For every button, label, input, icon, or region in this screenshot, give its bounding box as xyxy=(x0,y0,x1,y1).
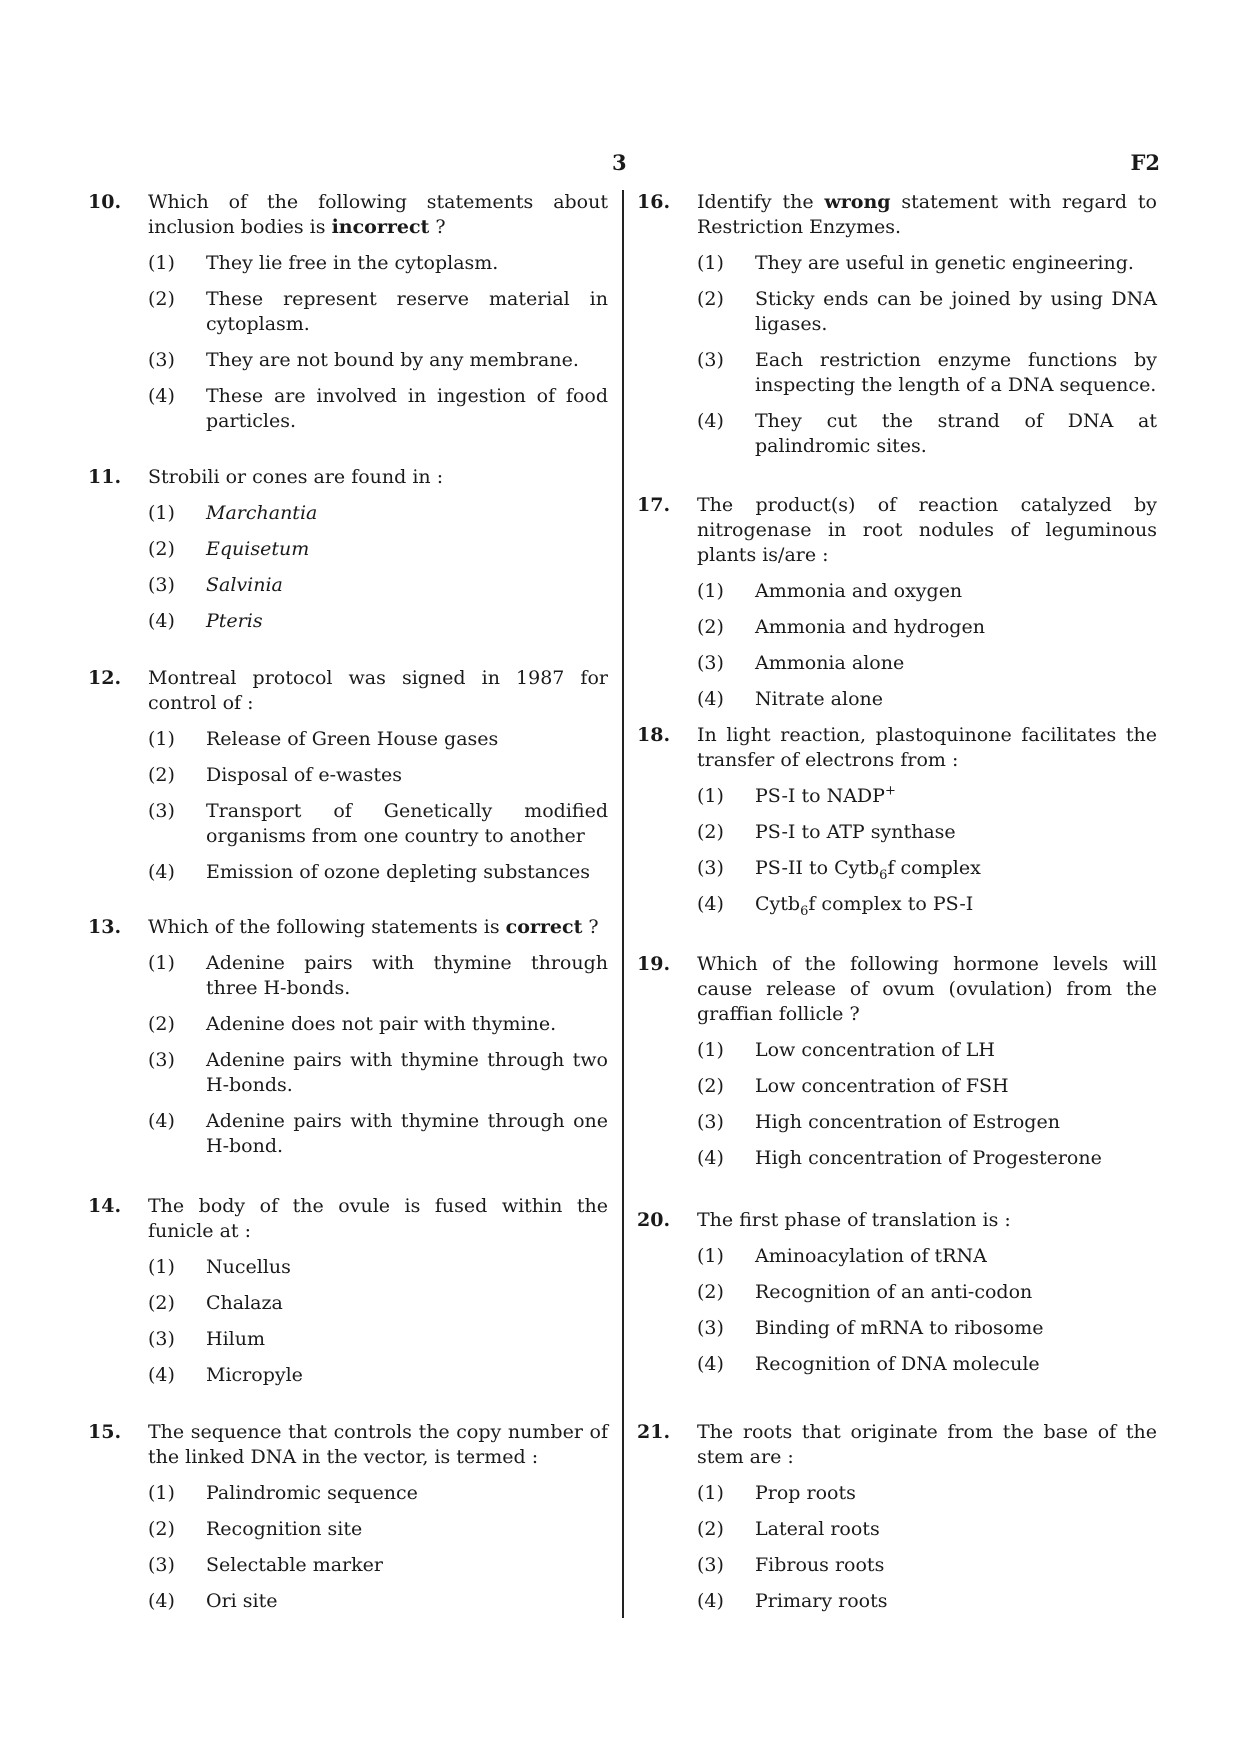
option-3: (3) Binding of mRNA to ribosome xyxy=(697,1317,1044,1339)
option-3: (3) Each restriction enzyme functions by inspecting the length of a DNA sequence. xyxy=(697,349,1157,396)
option-3: (3) Fibrous roots xyxy=(697,1554,885,1576)
option-2: (2) Disposal of e-wastes xyxy=(148,764,403,786)
emphasis: wrong xyxy=(824,191,891,213)
option-1: (1) Release of Green House gases xyxy=(148,728,499,750)
option-3: (3) High concentration of Estrogen xyxy=(697,1111,1060,1133)
column-divider xyxy=(622,190,624,1618)
question-number: 16. xyxy=(637,191,671,213)
question-text: The sequence that controls the copy number of the linked DNA in the vector, is termed : xyxy=(148,1421,608,1468)
page-number: 3 xyxy=(612,150,627,175)
option-3: (3) Adenine pairs with thymine through two H-bonds. xyxy=(148,1049,608,1096)
question-text: Identify the wrong statement with regard to Restriction Enzymes. xyxy=(697,191,1157,238)
question-text: Which of the following hormone levels will cause release of ovum (ovulation) from the graffian follicle ? xyxy=(697,953,1157,1025)
question-number: 12. xyxy=(88,667,122,689)
option-4: (4) Cytb$_6$f complex to PS-I xyxy=(697,893,974,919)
option-3: (3) Selectable marker xyxy=(148,1554,383,1576)
option-2: (2) These represent reserve material in cytoplasm. xyxy=(148,288,608,335)
option-3: (3) They are not bound by any membrane. xyxy=(148,349,579,371)
option-4: (4) Adenine pairs with thymine through one H-bond. xyxy=(148,1110,608,1157)
question-21 xyxy=(637,1420,1157,1614)
question-number: 10. xyxy=(88,191,122,213)
option-2: (2) Ammonia and hydrogen xyxy=(697,616,985,638)
question-text: Which of the following statements about inclusion bodies is incorrect ? xyxy=(148,191,608,238)
option-2: (2) Low concentration of FSH xyxy=(697,1075,1009,1097)
option-2: (2) Recognition of an anti-codon xyxy=(697,1281,1033,1303)
question-17 xyxy=(637,493,1157,712)
question-11 xyxy=(88,465,608,634)
question-number: 11. xyxy=(88,466,122,488)
option-1: (1) Adenine pairs with thymine through three H-bonds. xyxy=(148,952,608,999)
question-text: In light reaction, plastoquinone facilitates the transfer of electrons from : xyxy=(697,724,1157,771)
question-number: 20. xyxy=(637,1209,671,1231)
emphasis: correct xyxy=(505,916,583,938)
option-2: (2) Recognition site xyxy=(148,1518,363,1540)
question-number: 18. xyxy=(637,724,671,746)
option-1: (1) Aminoacylation of tRNA xyxy=(697,1245,987,1267)
option-1: (1) They are useful in genetic engineering. xyxy=(697,252,1134,274)
question-text: Which of the following statements is correct ? xyxy=(148,916,599,938)
option-4: (4) High concentration of Progesterone xyxy=(697,1147,1102,1169)
question-10 xyxy=(88,190,608,434)
question-number: 21. xyxy=(637,1421,671,1443)
option-3: (3) Transport of Genetically modified organisms from one country to another xyxy=(148,800,608,847)
option-1: (1) Prop roots xyxy=(697,1482,856,1504)
option-4: (4) Primary roots xyxy=(697,1590,888,1612)
question-text: The body of the ovule is fused within the funicle at : xyxy=(148,1195,608,1242)
question-18 xyxy=(637,723,1157,917)
option-1: (1) PS-I to NADP+ xyxy=(697,783,896,807)
option-3: (3) Salvinia xyxy=(148,574,283,596)
option-4: (4) These are involved in ingestion of food particles. xyxy=(148,385,608,432)
option-1: (1) Nucellus xyxy=(148,1256,291,1278)
option-4: (4) Pteris xyxy=(148,610,263,632)
question-number: 13. xyxy=(88,916,122,938)
question-text: The roots that originate from the base of the stem are : xyxy=(697,1421,1157,1468)
question-14 xyxy=(88,1194,608,1388)
question-13 xyxy=(88,915,608,1159)
option-4: (4) Emission of ozone depleting substances xyxy=(148,861,590,883)
question-15 xyxy=(88,1420,608,1614)
question-16 xyxy=(637,190,1157,459)
emphasis: incorrect xyxy=(331,216,430,238)
question-12 xyxy=(88,666,608,885)
option-2: (2) PS-I to ATP synthase xyxy=(697,821,956,843)
option-1: (1) Low concentration of LH xyxy=(697,1039,995,1061)
question-text: Montreal protocol was signed in 1987 for control of : xyxy=(148,667,608,714)
question-number: 17. xyxy=(637,494,671,516)
question-text: Strobili or cones are found in : xyxy=(148,466,444,488)
option-3: (3) PS-II to Cytb$_6$f complex xyxy=(697,857,981,883)
option-1: (1) Marchantia xyxy=(148,502,318,524)
option-4: (4) Recognition of DNA molecule xyxy=(697,1353,1040,1375)
option-2: (2) Lateral roots xyxy=(697,1518,880,1540)
option-4: (4) Micropyle xyxy=(148,1364,303,1386)
question-20 xyxy=(637,1208,1157,1377)
paper-code: F2 xyxy=(1130,150,1160,175)
option-2: (2) Equisetum xyxy=(148,538,310,560)
option-3: (3) Ammonia alone xyxy=(697,652,905,674)
option-2: (2) Sticky ends can be joined by using DNA ligases. xyxy=(697,288,1157,335)
option-1: (1) They lie free in the cytoplasm. xyxy=(148,252,499,274)
option-2: (2) Adenine does not pair with thymine. xyxy=(148,1013,557,1035)
question-text: The first phase of translation is : xyxy=(697,1209,1011,1231)
option-2: (2) Chalaza xyxy=(148,1292,283,1314)
option-1: (1) Ammonia and oxygen xyxy=(697,580,963,602)
question-text: The product(s) of reaction catalyzed by nitrogenase in root nodules of leguminous plants is/are : xyxy=(697,494,1157,566)
option-4: (4) Ori site xyxy=(148,1590,278,1612)
option-4: (4) Nitrate alone xyxy=(697,688,883,710)
question-number: 14. xyxy=(88,1195,122,1217)
option-3: (3) Hilum xyxy=(148,1328,265,1350)
option-1: (1) Palindromic sequence xyxy=(148,1482,418,1504)
question-19 xyxy=(637,952,1157,1171)
question-number: 15. xyxy=(88,1421,122,1443)
question-number: 19. xyxy=(637,953,671,975)
option-4: (4) They cut the strand of DNA at palindromic sites. xyxy=(697,410,1157,457)
